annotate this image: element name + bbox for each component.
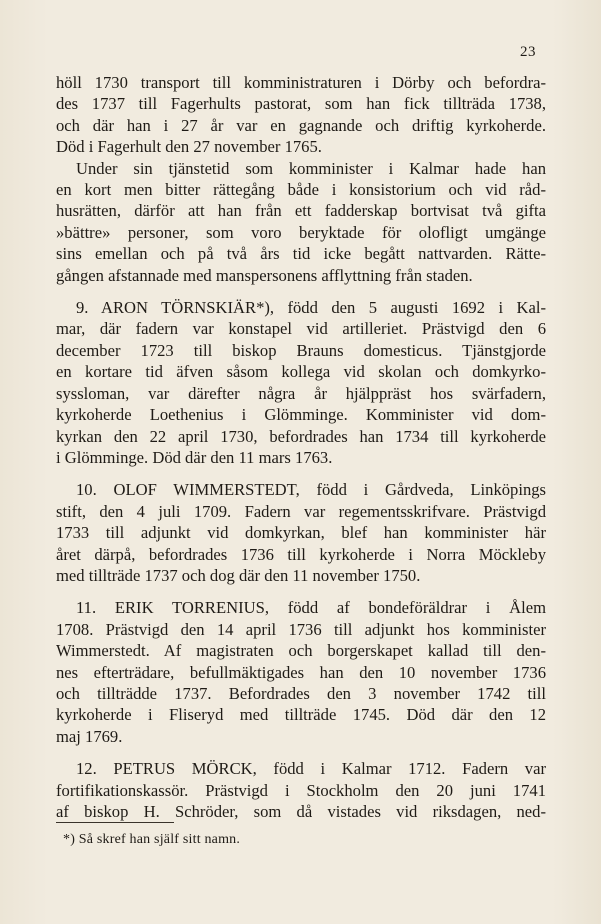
text-line: gången afstannade med manspersonens afflyttning från staden. bbox=[56, 265, 473, 285]
text-line: Wimmerstedt. Af magistraten och borgerskapet kallad till den- bbox=[56, 641, 546, 661]
text-line: »bättre» personer, som voro beryktade för olofligt umgänge bbox=[56, 222, 546, 242]
text-line: med tillträde 1737 och dog där den 11 november 1750. bbox=[56, 565, 421, 585]
text-line: sins emellan och på två års tid icke begått nattvarden. Rätte- bbox=[56, 244, 546, 264]
text-line: året därpå, befordrades 1736 till kyrkoherde i Norra Möckleby bbox=[56, 544, 546, 564]
paragraph-rattegang bbox=[56, 158, 546, 286]
text-line: husrätten, därför att han från ett fadderskap bortvisat två gifta bbox=[56, 201, 546, 221]
page-number: 23 bbox=[520, 44, 536, 60]
entry-11-erik-torrenius bbox=[56, 597, 546, 747]
text-line: i Glömminge. Död där den 11 mars 1763. bbox=[56, 447, 333, 467]
text-line: kyrkoherde i Fliseryd med tillträde 1745. Död där den 12 bbox=[56, 705, 546, 725]
text-line: stift, den 4 juli 1709. Fadern var regementsskrifvare. Prästvigd bbox=[56, 501, 546, 521]
text-line: fortifikationskassör. Prästvigd i Stockholm den 20 juni 1741 bbox=[56, 780, 546, 800]
text-line: en kortare tid äfven såsom kollega vid skolan och domkyrko- bbox=[56, 362, 546, 382]
text-line: en kort men bitter rättegång både i konsistorium och vid råd- bbox=[56, 180, 546, 200]
text-line: kyrkoherde Loethenius i Glömminge. Komminister vid dom- bbox=[56, 405, 546, 425]
text-line: kyrkan den 22 april 1730, befordrades han 1734 till kyrkoherde bbox=[56, 426, 546, 446]
text-line: december 1723 till biskop Brauns domesticus. Tjänstgjorde bbox=[56, 340, 546, 360]
body-text bbox=[56, 72, 546, 822]
text-line: 10. OLOF WIMMERSTEDT, född i Gårdveda, Linköpings bbox=[76, 480, 546, 500]
text-line: och tillträdde 1737. Befordrades den 3 november 1742 till bbox=[56, 683, 546, 703]
text-line: och där han i 27 år var en gagnande och driftig kyrkoherde. bbox=[56, 115, 546, 135]
text-line: maj 1769. bbox=[56, 726, 123, 746]
text-line: 9. ARON TÖRNSKIÄR*), född den 5 augusti 1692 i Kal- bbox=[76, 298, 546, 318]
footnote-divider bbox=[56, 822, 174, 823]
text-line: nes efterträdare, befullmäktigades han den 10 november 1736 bbox=[56, 662, 546, 682]
text-line: af biskop H. Schröder, som då vistades vid riksdagen, ned- bbox=[56, 802, 546, 821]
text-line: 11. ERIK TORRENIUS, född af bondeföräldrar i Ålem bbox=[76, 598, 546, 618]
text-line: Under sin tjänstetid som komminister i Kalmar hade han bbox=[76, 158, 546, 178]
text-line: des 1737 till Fagerhults pastorat, som han fick tillträda 1738, bbox=[56, 94, 546, 114]
text-line: syssloman, var därefter några år hjälppräst hos svärfadern, bbox=[56, 383, 546, 403]
text-line: 1708. Prästvigd den 14 april 1736 till adjunkt hos komminister bbox=[56, 619, 546, 639]
footnote: *) Så skref han själf sitt namn. bbox=[63, 832, 241, 847]
text-line: höll 1730 transport till komministraturen i Dörby och befordra- bbox=[56, 73, 546, 92]
text-line: Död i Fagerhult den 27 november 1765. bbox=[56, 137, 322, 157]
paragraph-fagerhult bbox=[56, 72, 546, 158]
entry-9-aron-tornskiar bbox=[56, 297, 546, 468]
entry-12-petrus-morck bbox=[56, 758, 546, 822]
text-line: 1733 till adjunkt vid domkyrkan, blef han komminister här bbox=[56, 523, 546, 543]
text-line: mar, där fadern var konstapel vid artilleriet. Prästvigd den 6 bbox=[56, 319, 546, 339]
entry-10-olof-wimmerstedt bbox=[56, 479, 546, 586]
text-line: 12. PETRUS MÖRCK, född i Kalmar 1712. Fadern var bbox=[76, 759, 546, 779]
